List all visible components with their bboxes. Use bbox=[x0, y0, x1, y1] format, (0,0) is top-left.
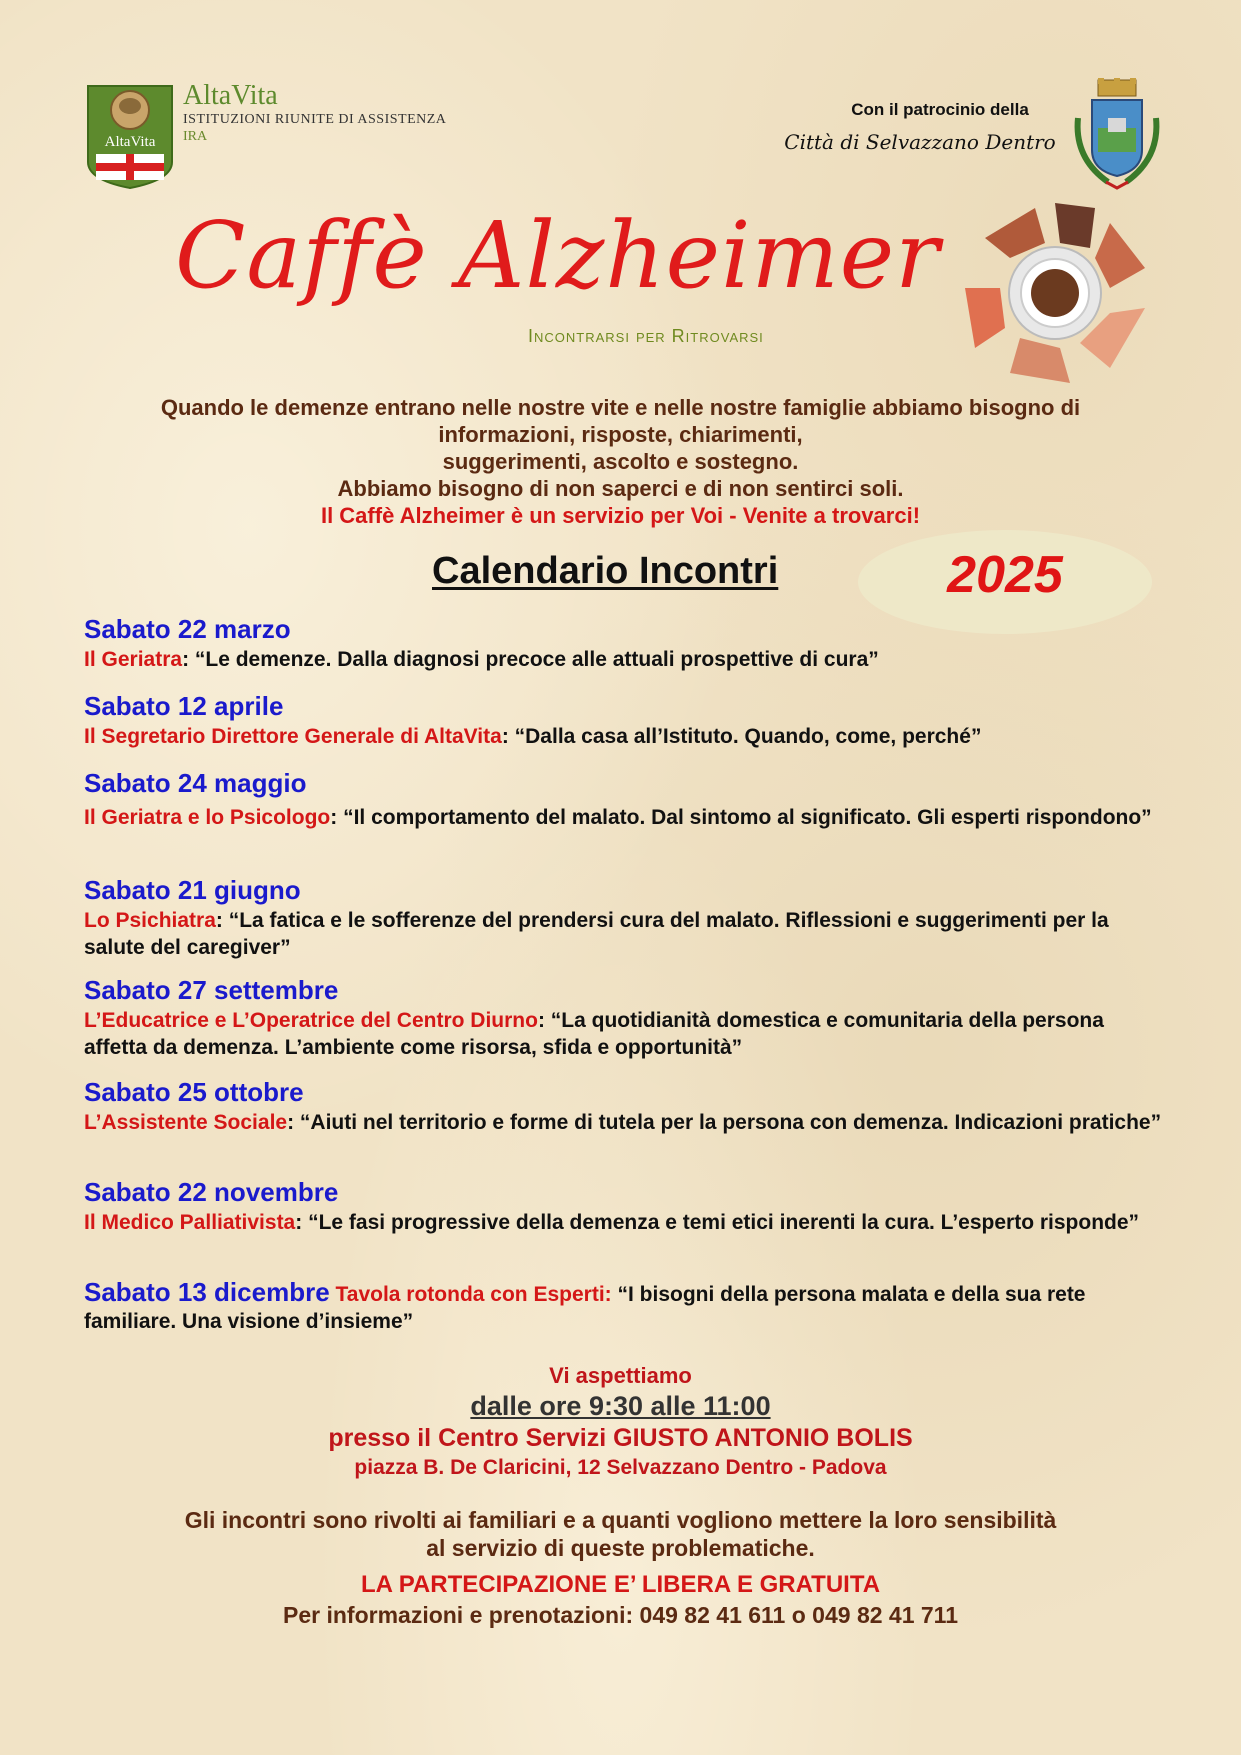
intro-line-3: suggerimenti, ascolto e sostegno. bbox=[442, 449, 799, 474]
event-topic: : “La quotidianità domestica e comunitaria della persona affetta da demenza. L’ambiente come risorsa, sfida e opportunità” bbox=[84, 1009, 1104, 1059]
event-speaker: Il Medico Palliativista bbox=[84, 1211, 296, 1234]
event-topic: : “Le demenze. Dalla diagnosi precoce alle attuali prospettive di cura” bbox=[182, 648, 879, 671]
event-description bbox=[84, 1007, 1164, 1061]
event-item bbox=[84, 768, 1164, 831]
event-topic: : “Aiuti nel territorio e forme di tutela per la persona con demenza. Indicazioni pratiche” bbox=[287, 1111, 1162, 1134]
patronage-label: Con il patrocinio della bbox=[851, 100, 1029, 119]
intro-line-4: Abbiamo bisogno di non saperci e di non sentirci soli. bbox=[337, 476, 904, 501]
main-title: Caffè Alzheimer bbox=[175, 202, 941, 309]
event-item bbox=[84, 1177, 1164, 1236]
event-description bbox=[84, 723, 1164, 750]
city-name: Città di Selvazzano Dentro bbox=[784, 130, 1056, 154]
intro-line-1: Quando le demenze entrano nelle nostre vite e nelle nostre famiglie abbiamo bisogno di bbox=[160, 395, 1081, 420]
event-description bbox=[84, 804, 1164, 831]
event-speaker: Il Segretario Direttore Generale di AltaVita bbox=[84, 725, 502, 748]
event-topic: : “Dalla casa all’Istituto. Quando, come, perché” bbox=[501, 725, 982, 748]
event-item bbox=[84, 875, 1164, 961]
event-speaker: Il Geriatra bbox=[84, 648, 183, 671]
event-item bbox=[84, 1077, 1164, 1136]
event-topic: : “La fatica e le sofferenze del prendersi cura del malato. Riflessioni e suggerimenti per la salute del caregiver” bbox=[84, 909, 1109, 959]
event-topic: “I bisogni della persona malata e della sua rete familiare. Una visione d’insieme” bbox=[84, 1283, 1086, 1333]
footer-wait: Vi aspettiamo bbox=[549, 1363, 692, 1388]
event-date: Sabato 13 dicembre bbox=[84, 1277, 330, 1307]
footer-target-line-2: al servizio di queste problematiche. bbox=[426, 1535, 815, 1561]
footer-contact-info: Per informazioni e prenotazioni: 049 82 41 611 o 049 82 41 711 bbox=[283, 1602, 958, 1628]
altavita-logo-icon bbox=[86, 84, 174, 190]
intro-line-2: informazioni, risposte, chiarimenti, bbox=[438, 422, 803, 447]
event-date: Sabato 21 giugno bbox=[84, 875, 301, 905]
intro-text bbox=[80, 394, 1161, 529]
event-item bbox=[84, 1277, 1164, 1335]
city-crest-icon bbox=[1068, 78, 1166, 192]
event-date: Sabato 25 ottobre bbox=[84, 1077, 304, 1107]
coffee-cup-hands-icon bbox=[960, 198, 1150, 388]
event-speaker: L’Assistente Sociale bbox=[84, 1111, 288, 1134]
org-abbreviation: IRA bbox=[183, 129, 208, 144]
event-description bbox=[84, 1277, 1164, 1335]
event-topic: : “Il comportamento del malato. Dal sintomo al significato. Gli esperti rispondono” bbox=[330, 806, 1152, 829]
event-description bbox=[84, 907, 1164, 961]
event-item bbox=[84, 691, 1164, 750]
footer-time: dalle ore 9:30 alle 11:00 bbox=[470, 1391, 771, 1421]
event-date: Sabato 27 settembre bbox=[84, 975, 339, 1005]
footer-free-participation: LA PARTECIPAZIONE E’ LIBERA E GRATUITA bbox=[360, 1571, 881, 1598]
event-description bbox=[84, 1209, 1164, 1236]
tagline: Incontrarsi per Ritrovarsi bbox=[528, 326, 764, 346]
event-description bbox=[84, 646, 1164, 673]
footer-address: piazza B. De Claricini, 12 Selvazzano Dentro - Padova bbox=[354, 1456, 887, 1479]
year-label: 2025 bbox=[947, 546, 1063, 604]
footer-place: presso il Centro Servizi GIUSTO ANTONIO BOLIS bbox=[328, 1424, 913, 1452]
footer-target-line-1: Gli incontri sono rivolti ai familiari e a quanti vogliono mettere la loro sensibilità bbox=[184, 1507, 1057, 1533]
event-item bbox=[84, 614, 1164, 673]
org-subtitle: ISTITUZIONI RIUNITE DI ASSISTENZA bbox=[183, 112, 447, 127]
event-speaker: Tavola rotonda con Esperti: bbox=[335, 1283, 612, 1306]
event-date: Sabato 22 marzo bbox=[84, 614, 291, 644]
event-topic: : “Le fasi progressive della demenza e temi etici inerenti la cura. L’esperto risponde” bbox=[295, 1211, 1140, 1234]
org-name: AltaVita bbox=[183, 80, 278, 111]
intro-line-5: Il Caffè Alzheimer è un servizio per Voi - Venite a trovarci! bbox=[320, 503, 921, 528]
event-description bbox=[84, 1109, 1164, 1136]
footer-target bbox=[80, 1506, 1161, 1562]
footer bbox=[80, 1362, 1161, 1630]
logo-text: AltaVita bbox=[104, 134, 156, 150]
event-date: Sabato 24 maggio bbox=[84, 768, 307, 798]
event-date: Sabato 22 novembre bbox=[84, 1177, 339, 1207]
event-speaker: Lo Psichiatra bbox=[84, 909, 216, 932]
event-speaker: L’Educatrice e L’Operatrice del Centro Diurno bbox=[84, 1009, 538, 1032]
event-date: Sabato 12 aprile bbox=[84, 691, 284, 721]
event-item bbox=[84, 975, 1164, 1061]
calendar-title: Calendario Incontri bbox=[432, 550, 779, 592]
event-speaker: Il Geriatra e lo Psicologo bbox=[84, 806, 331, 829]
